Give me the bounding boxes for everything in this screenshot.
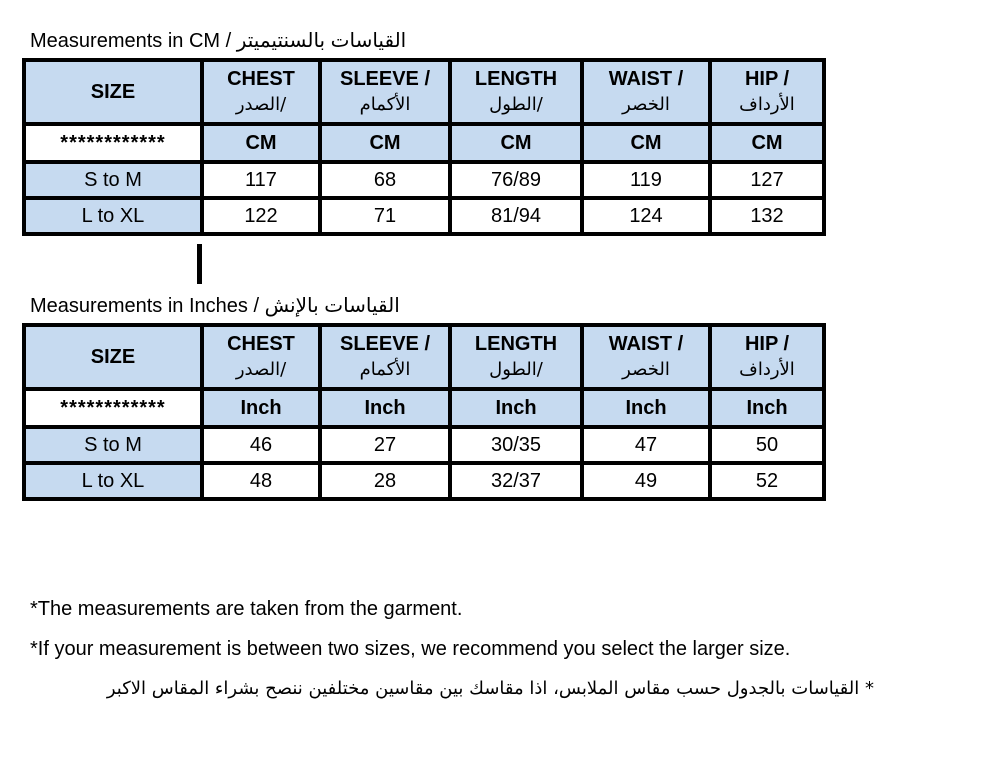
unit-cell: Inch — [450, 389, 582, 427]
table-row — [24, 427, 824, 463]
length-header: LENGTH الطول/ — [450, 325, 582, 389]
table-row — [24, 162, 824, 198]
length-value: 76/89 — [450, 162, 582, 198]
sleeve-value: 71 — [320, 198, 450, 234]
stars-cell: ************ — [24, 124, 202, 162]
table-row — [24, 463, 824, 499]
size-label: S to M — [24, 162, 202, 198]
inch-unit-row — [24, 389, 824, 427]
waist-value: 119 — [582, 162, 710, 198]
length-value: 32/37 — [450, 463, 582, 499]
waist-value: 124 — [582, 198, 710, 234]
waist-value: 47 — [582, 427, 710, 463]
note-arabic: * القياسات بالجدول حسب مقاس الملابس، اذا مقاسك بين مقاسين مختلفين ننصح بشراء المقاس الاكبر — [106, 678, 874, 699]
size-label: L to XL — [24, 463, 202, 499]
sleeve-header: SLEEVE / الأكمام — [320, 325, 450, 389]
length-value: 30/35 — [450, 427, 582, 463]
chest-value: 122 — [202, 198, 320, 234]
chest-value: 46 — [202, 427, 320, 463]
length-value: 81/94 — [450, 198, 582, 234]
unit-cell: Inch — [582, 389, 710, 427]
waist-header: WAIST / الخصر — [582, 325, 710, 389]
unit-cell: Inch — [202, 389, 320, 427]
sleeve-value: 68 — [320, 162, 450, 198]
table-row — [24, 198, 824, 234]
cm-header-row — [24, 60, 824, 124]
sleeve-value: 27 — [320, 427, 450, 463]
note-larger-size: *If your measurement is between two sizes, we recommend you select the larger size. — [30, 638, 791, 660]
inch-header-row — [24, 325, 824, 389]
hip-header: HIP / الأرداف — [710, 60, 824, 124]
cm-table-caption: Measurements in CM / القياسات بالسنتيميتر — [30, 30, 407, 52]
length-header: LENGTH الطول/ — [450, 60, 582, 124]
hip-value: 127 — [710, 162, 824, 198]
unit-cell: CM — [450, 124, 582, 162]
chest-header: CHEST الصدر/ — [202, 325, 320, 389]
unit-cell: CM — [582, 124, 710, 162]
divider-line — [197, 244, 202, 284]
hip-header: HIP / الأرداف — [710, 325, 824, 389]
unit-cell: Inch — [710, 389, 824, 427]
hip-value: 50 — [710, 427, 824, 463]
size-label: S to M — [24, 427, 202, 463]
size-header: SIZE — [24, 60, 202, 124]
hip-value: 132 — [710, 198, 824, 234]
size-label: L to XL — [24, 198, 202, 234]
cm-size-table — [22, 58, 826, 236]
note-garment: *The measurements are taken from the garment. — [30, 598, 463, 620]
inch-size-table — [22, 323, 826, 501]
unit-cell: CM — [202, 124, 320, 162]
sleeve-header: SLEEVE / الأكمام — [320, 60, 450, 124]
unit-cell: CM — [710, 124, 824, 162]
waist-value: 49 — [582, 463, 710, 499]
chest-header: CHEST الصدر/ — [202, 60, 320, 124]
chest-value: 117 — [202, 162, 320, 198]
sleeve-value: 28 — [320, 463, 450, 499]
hip-value: 52 — [710, 463, 824, 499]
stars-cell: ************ — [24, 389, 202, 427]
chest-value: 48 — [202, 463, 320, 499]
inch-table-caption: Measurements in Inches / القياسات بالإنش — [30, 295, 400, 317]
unit-cell: CM — [320, 124, 450, 162]
waist-header: WAIST / الخصر — [582, 60, 710, 124]
unit-cell: Inch — [320, 389, 450, 427]
size-header: SIZE — [24, 325, 202, 389]
cm-unit-row — [24, 124, 824, 162]
